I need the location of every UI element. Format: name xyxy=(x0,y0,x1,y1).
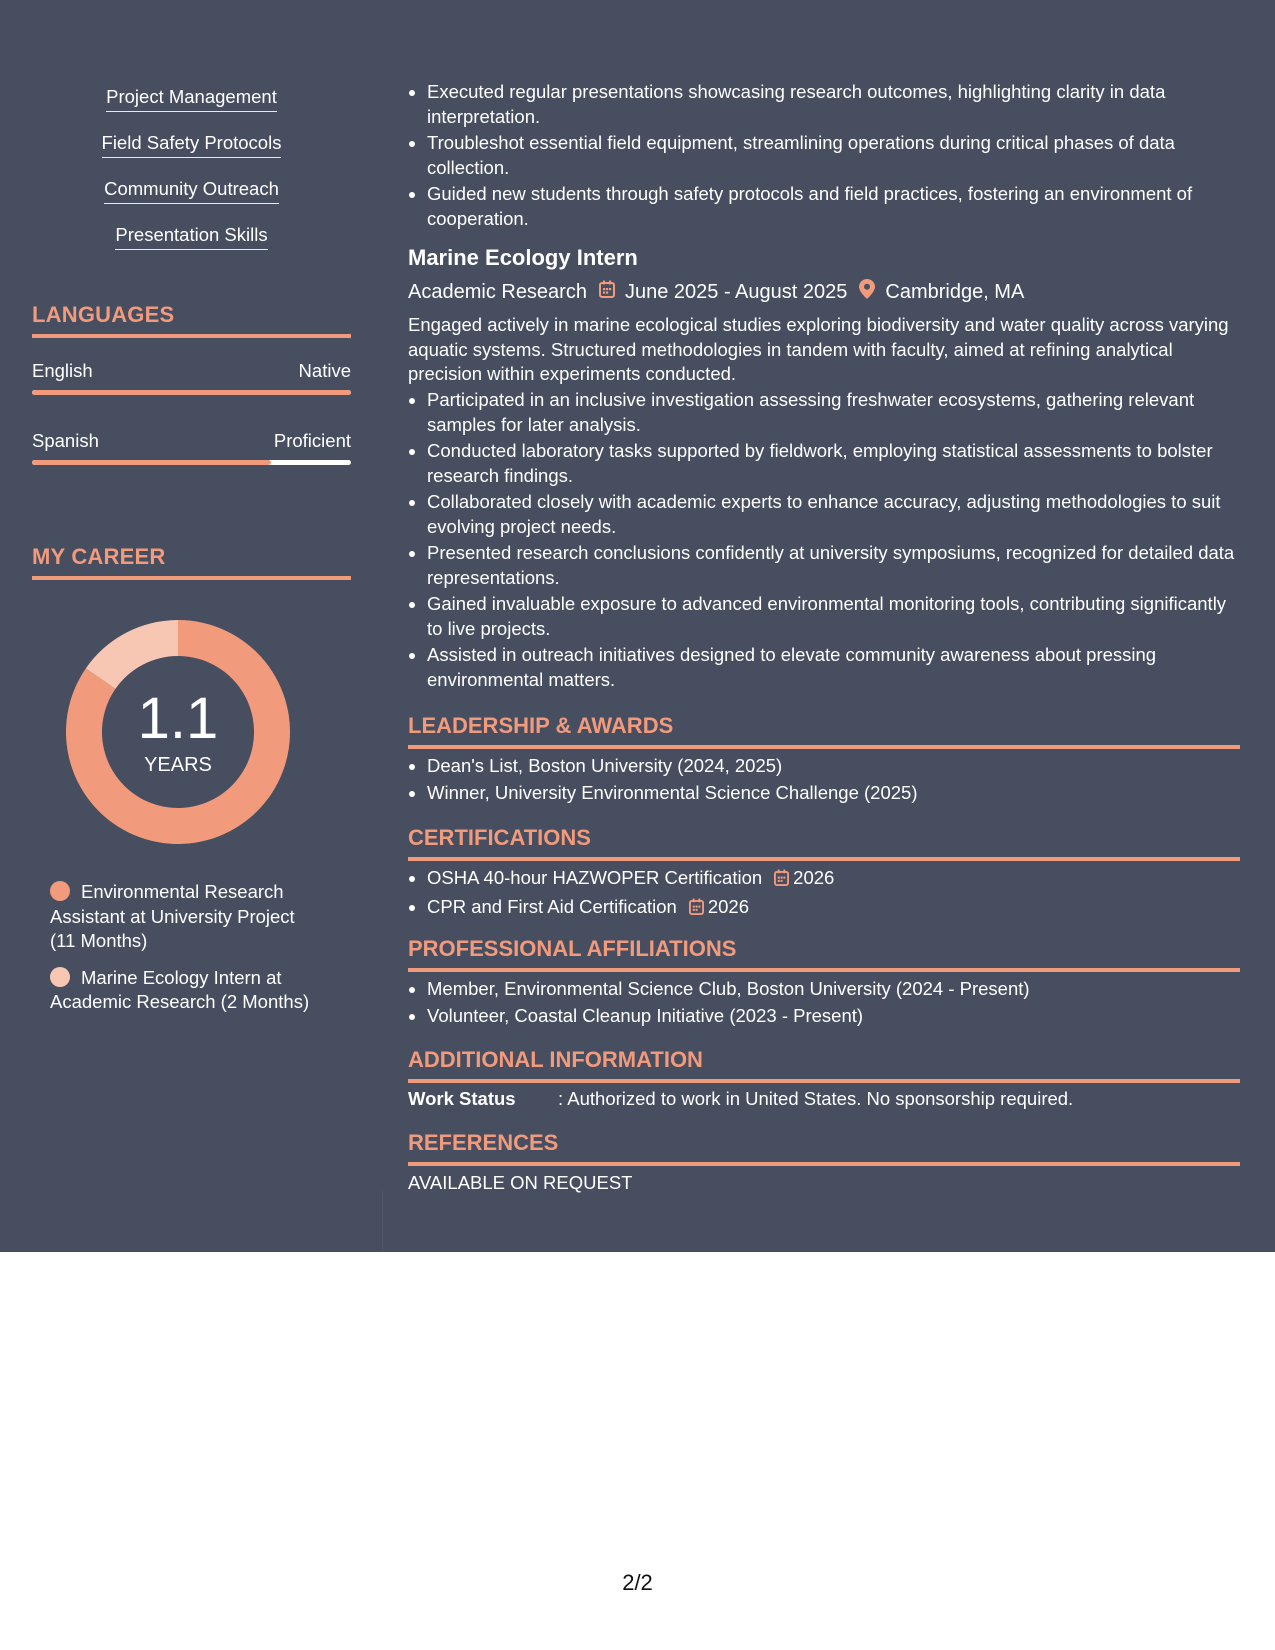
calendar-icon xyxy=(599,280,615,304)
bullet-item: • Participated in an inclusive investigation assessing freshwater ecosystems, gathering relevant samples for later analysis. xyxy=(427,388,1240,437)
leadership-heading: LEADERSHIP & AWARDS xyxy=(408,713,1240,749)
bullet-item: • Troubleshot essential field equipment, streamlining operations during critical phases of data collection. xyxy=(427,131,1240,180)
affiliation-item: • Volunteer, Coastal Cleanup Initiative (2023 - Present) xyxy=(427,1004,1240,1029)
language-name: English xyxy=(32,360,93,381)
legend-dot-icon xyxy=(50,967,70,987)
certification-year: 2026 xyxy=(793,867,835,888)
certification-item xyxy=(427,866,1240,893)
career-donut-chart xyxy=(66,620,290,844)
work-status-value: : Authorized to work in United States. No sponsorship required. xyxy=(558,1088,1074,1109)
job-bullets xyxy=(408,388,1240,694)
affiliation-item: • Member, Environmental Science Club, Boston University (2024 - Present) xyxy=(427,977,1240,1002)
bullet-item: • Assisted in outreach initiatives designed to elevate community awareness about pressing environmental matters. xyxy=(427,643,1240,692)
work-status-label: Work Status xyxy=(408,1088,516,1109)
references-heading: REFERENCES xyxy=(408,1130,1240,1166)
bullet-item: • Conducted laboratory tasks supported by fieldwork, employing statistical assessments to bolster research findings. xyxy=(427,439,1240,488)
certification-item xyxy=(427,895,1240,922)
skill-item: Presentation Skills xyxy=(115,224,267,250)
skill-item: Project Management xyxy=(106,86,277,112)
job-meta xyxy=(408,279,1024,305)
career-legend-label: Marine Ecology Intern at Academic Research (2 Months) xyxy=(50,966,310,1012)
career-legend xyxy=(50,880,320,1027)
bullet-item: • Guided new students through safety protocols and field practices, fostering an environment of cooperation. xyxy=(427,182,1240,231)
career-total-unit: YEARS xyxy=(144,754,212,776)
language-proficiency-bar xyxy=(32,460,351,465)
language-proficiency-fill xyxy=(32,390,351,395)
location-pin-icon xyxy=(859,279,875,305)
job-company: Academic Research xyxy=(408,280,587,303)
career-heading: MY CAREER xyxy=(32,544,351,580)
bullet-item: • Executed regular presentations showcasing research outcomes, highlighting clarity in data interpretation. xyxy=(427,80,1240,129)
bullet-item: • Presented research conclusions confidently at university symposiums, recognized for detailed data representations. xyxy=(427,541,1240,590)
certifications-list xyxy=(408,866,1240,923)
job-title: Marine Ecology Intern xyxy=(408,245,638,270)
career-legend-item xyxy=(50,880,320,954)
award-item: • Winner, University Environmental Science Challenge (2025) xyxy=(427,781,1240,806)
languages-heading: LANGUAGES xyxy=(32,302,351,338)
skill-item: Field Safety Protocols xyxy=(102,132,282,158)
career-legend-label: Environmental Research Assistant at University Project (11 Months) xyxy=(50,881,295,951)
calendar-icon xyxy=(774,868,789,893)
language-level: Native xyxy=(298,360,351,381)
calendar-icon xyxy=(689,897,704,922)
job-description: Engaged actively in marine ecological studies exploring biodiversity and water quality across varying aquatic systems. Structured methodologies in tandem with faculty, aimed at refining analytical precision within experiments conducted. xyxy=(408,314,1229,384)
column-divider xyxy=(382,1190,383,1252)
affiliations-heading: PROFESSIONAL AFFILIATIONS xyxy=(408,936,1240,972)
work-status-row xyxy=(408,1088,1240,1110)
previous-job-bullets xyxy=(408,80,1240,233)
skill-item: Community Outreach xyxy=(104,178,279,204)
job-dates: June 2025 - August 2025 xyxy=(624,280,848,303)
language-level: Proficient xyxy=(273,430,351,451)
language-name: Spanish xyxy=(32,430,99,451)
career-legend-item xyxy=(50,966,320,1015)
job-location: Cambridge, MA xyxy=(885,280,1025,303)
award-item: • Dean's List, Boston University (2024, 2025) xyxy=(427,754,1240,779)
leadership-list xyxy=(408,754,1240,807)
career-total-value: 1.1 xyxy=(137,686,219,751)
career-total xyxy=(66,620,290,844)
language-proficiency-bar xyxy=(32,390,351,395)
certifications-heading: CERTIFICATIONS xyxy=(408,825,1240,861)
certification-name: CPR and First Aid Certification xyxy=(427,895,677,917)
legend-dot-icon xyxy=(50,881,70,901)
skills-list xyxy=(32,86,351,270)
references-text: AVAILABLE ON REQUEST xyxy=(408,1172,633,1193)
bullet-item: • Gained invaluable exposure to advanced environmental monitoring tools, contributing significantly to live projects. xyxy=(427,592,1240,641)
language-proficiency-fill xyxy=(32,460,271,465)
certification-name: OSHA 40-hour HAZWOPER Certification xyxy=(427,867,763,888)
page-number: 2/2 xyxy=(622,1570,653,1595)
bullet-item: • Collaborated closely with academic experts to enhance accuracy, adjusting methodologies to suit evolving project needs. xyxy=(427,490,1240,539)
additional-info-heading: ADDITIONAL INFORMATION xyxy=(408,1047,1240,1083)
certification-year: 2026 xyxy=(707,895,749,917)
affiliations-list xyxy=(408,977,1240,1030)
